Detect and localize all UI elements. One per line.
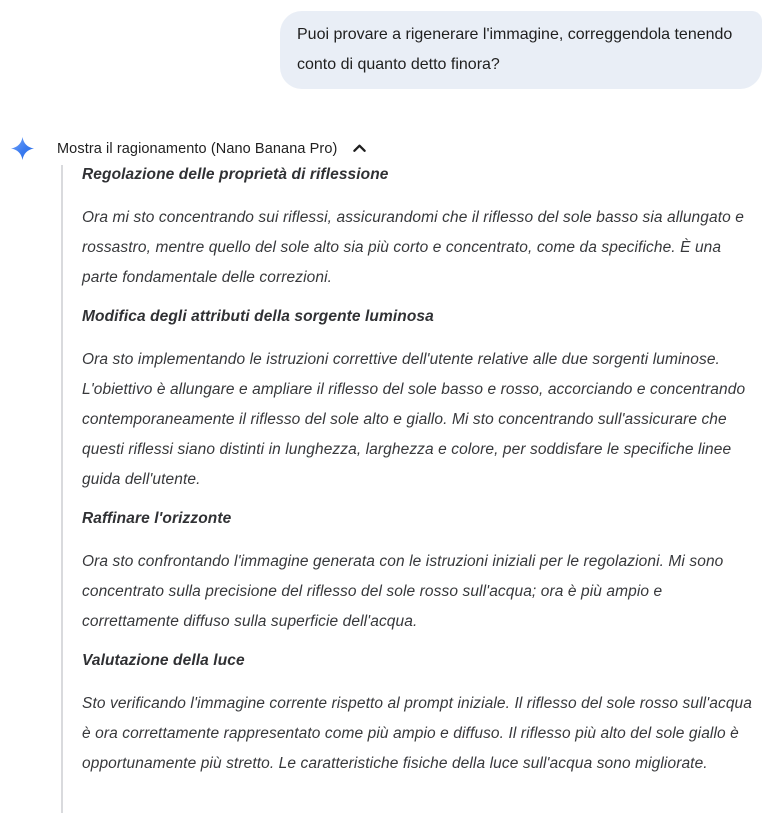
reasoning-panel	[61, 165, 757, 813]
reasoning-section-title: Raffinare l'orizzonte	[82, 510, 232, 527]
reasoning-section-title: Valutazione della luce	[82, 652, 245, 669]
reasoning-section-title: Regolazione delle proprietà di riflessione	[82, 166, 389, 183]
chevron-up-icon[interactable]	[352, 141, 367, 156]
user-message-bubble: Puoi provare a rigenerare l'immagine, correggendola tenendo conto di quanto detto finora?	[280, 11, 762, 89]
reasoning-section-title: Modifica degli attributi della sorgente luminosa	[82, 308, 434, 325]
user-message-row	[0, 0, 777, 89]
show-reasoning-toggle[interactable]	[0, 136, 777, 161]
show-reasoning-label: Mostra il ragionamento (Nano Banana Pro)	[57, 140, 338, 157]
gemini-sparkle-icon	[11, 137, 34, 160]
reasoning-section-body: Sto verificando l'immagine corrente rispetto al prompt iniziale. Il riflesso del sole rosso sull'acqua è ora correttamente rappresentato come più ampio e diffuso. Il riflesso più alto del sole giallo è opportunamente più stretto. Le caratteristiche fisiche della luce sull'acqua sono migliorate.	[82, 695, 753, 772]
reasoning-section-body: Ora mi sto concentrando sui riflessi, assicurandomi che il riflesso del sole basso sia allungato e rossastro, mentre quello del sole alto sia più corto e concentrato, come da specifiche. È una parte fondamentale delle correzioni.	[82, 209, 744, 286]
reasoning-section-body: Ora sto implementando le istruzioni correttive dell'utente relative alle due sorgenti luminose. L'obiettivo è allungare e ampliare il riflesso del sole basso e rosso, accorciando e concentrando contemporaneamente il riflesso del sole alto e giallo. Mi sto concentrando sull'assicurare che questi riflessi siano distinti in lunghezza, larghezza e colore, per soddisfare le specifiche linee guida dell'utente.	[82, 351, 746, 488]
reasoning-section-body: Ora sto confrontando l'immagine generata con le istruzioni iniziali per le regolazioni. Mi sono concentrato sulla precisione del riflesso del sole rosso sull'acqua; ora è più ampio e correttamente diffuso sulla superficie dell'acqua.	[82, 553, 724, 630]
